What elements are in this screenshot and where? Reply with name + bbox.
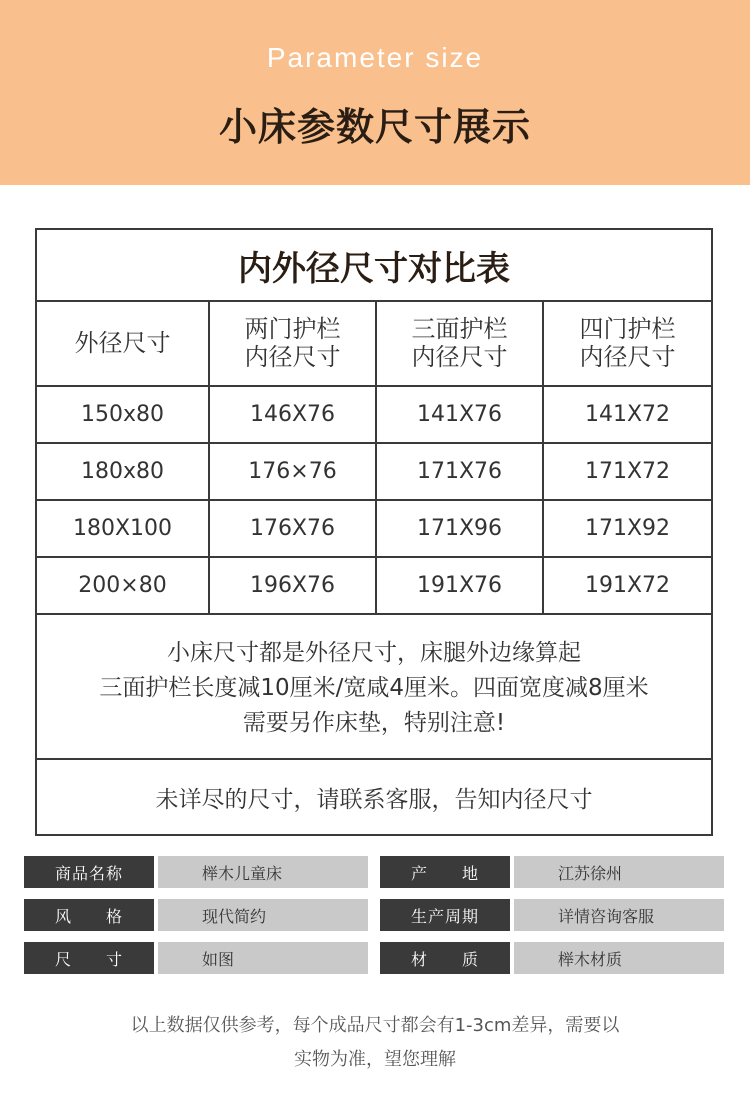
spec-row (24, 942, 726, 974)
spec-label: 商品名称 (24, 856, 154, 888)
table-cell: 171X72 (584, 458, 671, 484)
table-cell: 180x80 (37, 444, 210, 499)
header-outer-size: 外径尺寸 (37, 300, 210, 385)
table-cell: 141X76 (377, 387, 544, 442)
table-row (37, 444, 711, 501)
table-cell: 180X100 (37, 501, 210, 556)
disclaimer-line: 实物为准，望您理解 (294, 1049, 456, 1070)
spec-label: 生产周期 (380, 899, 510, 931)
spec-value: 江苏徐州 (514, 856, 724, 888)
spec-value: 榉木材质 (514, 942, 724, 974)
note-line: 需要另作床垫，特别注意! (242, 709, 506, 736)
table-cell: 176X76 (210, 501, 377, 556)
table-header-row (37, 300, 711, 387)
contact-note: 未详尽的尺寸，请联系客服，告知内径尺寸 (155, 786, 593, 813)
header-two-door: 两门护栏 内径尺寸 (210, 300, 377, 385)
note-line: 小床尺寸都是外径尺寸，床腿外边缘算起 (167, 639, 581, 666)
note-line: 三面护栏长度减10厘米/宽咸4厘米。四面宽度减8厘米 (99, 674, 649, 701)
table-title: 内外径尺寸对比表 (37, 230, 711, 302)
table-row (37, 387, 711, 444)
size-notes (37, 618, 711, 760)
spec-label: 产 地 (380, 856, 510, 888)
spec-row (24, 899, 726, 931)
size-grid (37, 300, 711, 615)
table-cell: 191X72 (584, 572, 671, 598)
spec-value: 详情咨询客服 (514, 899, 724, 931)
table-cell: 150x80 (37, 387, 210, 442)
table-cell: 141X72 (584, 401, 671, 427)
header-three-side: 三面护栏 内径尺寸 (377, 300, 544, 385)
table-cell: 176×76 (210, 444, 377, 499)
table-row (37, 501, 711, 558)
spec-table (24, 856, 726, 985)
table-cell: 171X92 (584, 515, 671, 541)
table-cell: 191X76 (377, 558, 544, 613)
size-comparison-table (35, 228, 713, 836)
table-cell: 146X76 (210, 387, 377, 442)
spec-value: 现代简约 (158, 899, 368, 931)
table-cell: 171X96 (377, 501, 544, 556)
header-four-door: 四门护栏 内径尺寸 (579, 314, 676, 371)
table-cell: 200×80 (37, 558, 210, 613)
spec-value: 如图 (158, 942, 368, 974)
header-banner (0, 0, 750, 185)
table-cell: 196X76 (210, 558, 377, 613)
banner-english-title: Parameter size (266, 42, 484, 73)
table-row (37, 558, 711, 615)
disclaimer-line: 以上数据仅供参考，每个成品尺寸都会有1-3cm差异，需要以 (130, 1015, 620, 1036)
banner-title: 小床参数尺寸展示 (218, 105, 531, 149)
spec-label: 材 质 (380, 942, 510, 974)
spec-label: 风 格 (24, 899, 154, 931)
spec-label: 尺 寸 (24, 942, 154, 974)
spec-value: 榉木儿童床 (158, 856, 368, 888)
table-cell: 171X76 (377, 444, 544, 499)
disclaimer (60, 1009, 690, 1077)
spec-row (24, 856, 726, 888)
